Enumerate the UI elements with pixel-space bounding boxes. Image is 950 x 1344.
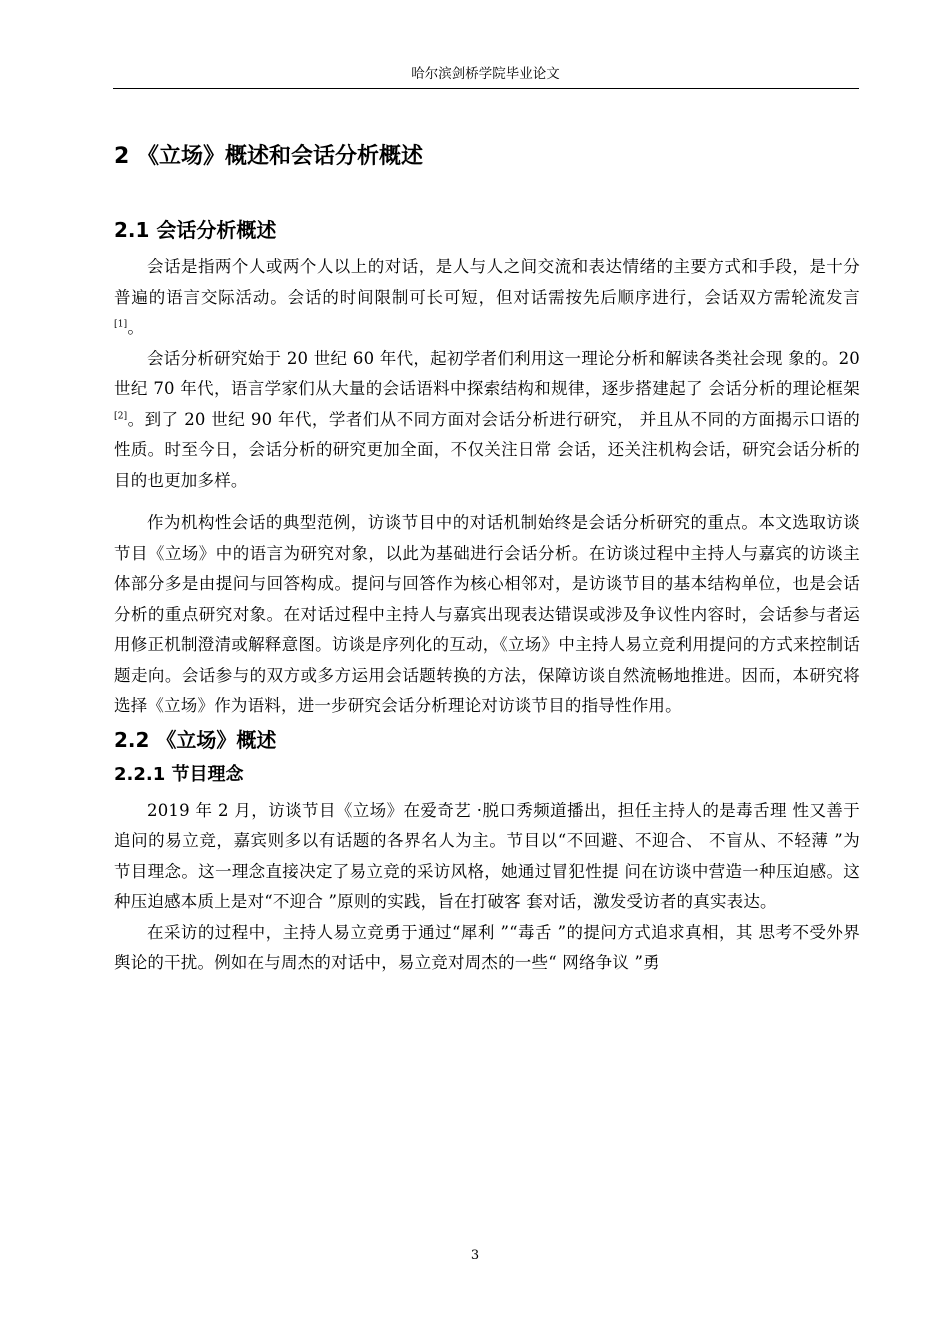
paragraph-text: 会话是指两个人或两个人以上的对话，是人与人之间交流和表达情绪的主要方式和手段，是十分普遍的语言交际活动。会话的时间限制可长可短，但对话需按先后顺序进行，会话双方需轮流发言: [114, 257, 860, 307]
section-2-1-title: 2.1 会话分析概述: [114, 218, 277, 242]
paragraph-text-continued: 。到了 20 世纪 90 年代，学者们从不同方面对会话分析进行研究， 并且从不同的方面揭示口语的性质。时至今日，会话分析的研究更加全面，不仅关注日常 会话，还关注机构会话，研究会话分析的目的也更加多样。: [114, 409, 860, 490]
section-2-1-paragraph-1: [114, 252, 860, 344]
section-2-2-1-paragraph-2: 在采访的过程中，主持人易立竞勇于通过“犀利 ”“毒舌 ”的提问方式追求真相，其 思考不受外界舆论的干扰。例如在与周杰的对话中，易立竞对周杰的一些“ 网络争议 ”勇: [114, 922, 860, 972]
running-header: 哈尔滨剑桥学院毕业论文: [411, 66, 560, 82]
citation-2: [2]: [114, 411, 128, 421]
citation-1: [1]: [114, 319, 128, 330]
section-2-1-paragraph-3: 作为机构性会话的典型范例，访谈节目中的对话机制始终是会话分析研究的重点。本文选取访谈节目《立场》中的语言为研究对象，以此为基础进行会话分析。在访谈过程中主持人与嘉宾的访谈主体部分多是由提问与回答构成。提问与回答作为核心相邻对，是访谈节目的基本结构单位，也是会话分析的重点研究对象。在对话过程中主持人与嘉宾出现表达错误或涉及争议性内容时，会话参与者运用修正机制澄清或解释意图。访谈是序列化的互动，《立场》中主持人易立竞利用提问的方式来控制话题走向。会话参与的双方或多方运用会话题转换的方法，保障访谈自然流畅地推进。因而，本研究将选择《立场》作为语料，进一步研究会话分析理论对访谈节目的指导性作用。: [114, 513, 860, 715]
chapter-title: 2 《立场》概述和会话分析概述: [114, 144, 423, 169]
page-number: 3: [470, 1248, 480, 1263]
paragraph-text: 会话分析研究始于 20 世纪 60 年代，起初学者们利用这一理论分析和解读各类社会现 象的。20 世纪 70 年代，语言学家们从大量的会话语料中探索结构和规律，逐步搭建起了 会话分析的理论框架: [114, 348, 860, 398]
header-divider: [113, 88, 859, 89]
section-2-2-1-paragraph-1: 2019 年 2 月，访谈节目《立场》在爱奇艺 ·脱口秀频道播出，担任主持人的是毒舌理 性又善于追问的易立竞，嘉宾则多以有话题的各界名人为主。节目以“不回避、不迎合、 不盲从、不轻薄 ”为节目理念。这一理念直接决定了易立竞的采访风格，她通过冒犯性提 问在访谈中营造一种压迫感。这种压迫感本质上是对“不迎合 ”原则的实践，旨在打破客 套对话，激发受访者的真实表达。: [114, 800, 860, 911]
paragraph-end: 。: [127, 318, 145, 337]
section-2-1-paragraph-2: [114, 344, 860, 497]
section-2-2-title: 2.2 《立场》概述: [114, 727, 277, 752]
subsection-2-2-1-title: 2.2.1 节目理念: [114, 763, 244, 785]
page-body: [114, 142, 860, 979]
